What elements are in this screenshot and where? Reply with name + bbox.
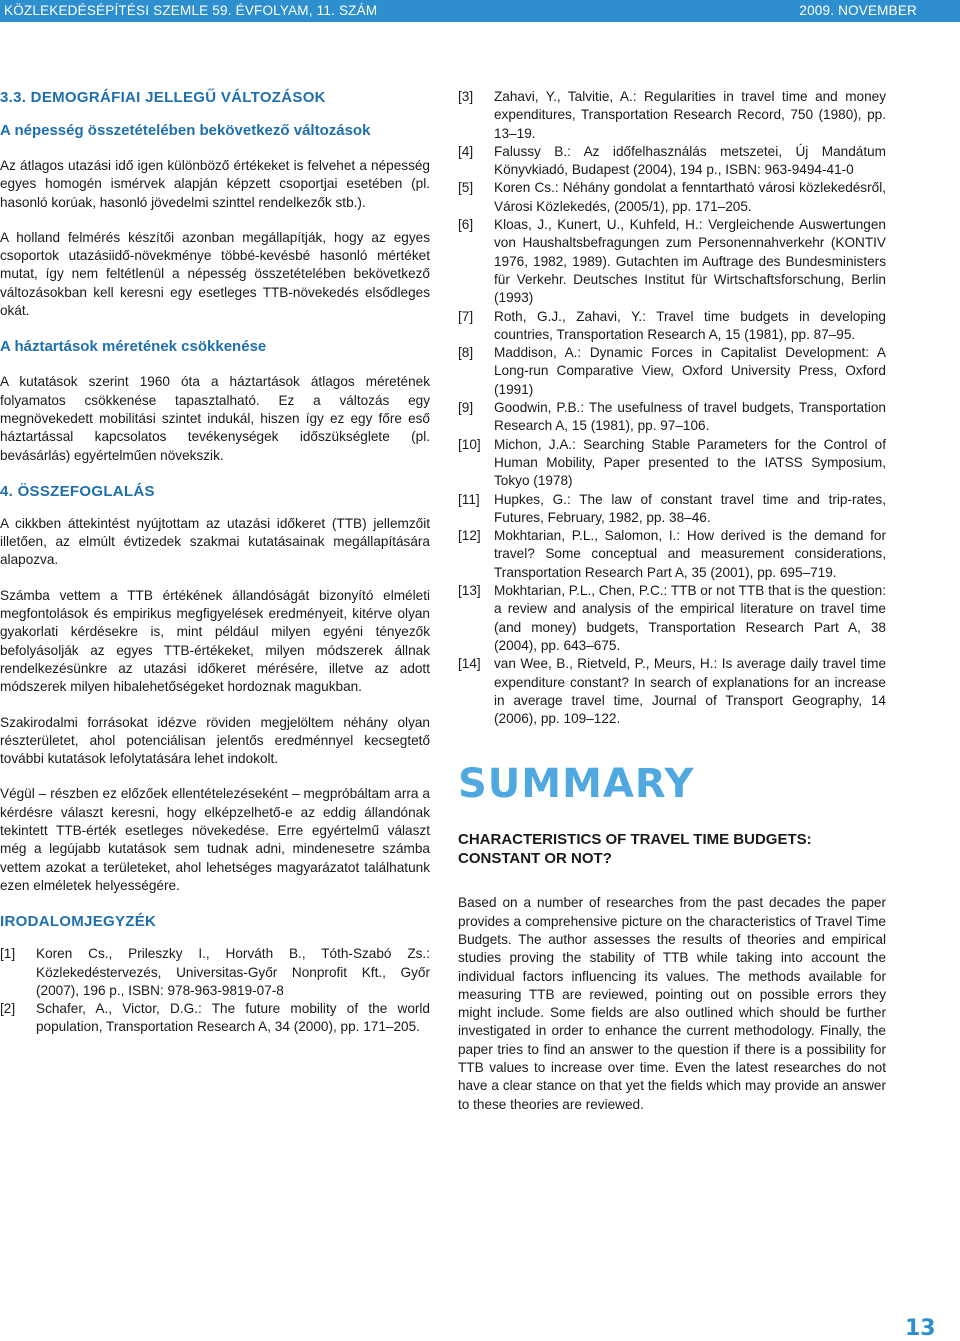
reference-item bbox=[458, 436, 886, 491]
reference-text: Goodwin, P.B.: The usefulness of travel budgets, Transportation Research A, 15 (1981), pp. 97–106. bbox=[494, 400, 886, 434]
reference-item bbox=[458, 143, 886, 180]
reference-item bbox=[458, 216, 886, 307]
paragraph-1: Az átlagos utazási idő igen különböző értékeket is felvehet a népesség egyes homogén ismérvek alapján képzett csoportjai esetében (pl. hasonló korúak, hasonló jövedelmi szinttel rendelkezők stb.). bbox=[0, 158, 430, 210]
reference-text: Mokhtarian, P.L., Chen, P.C.: TTB or not TTB that is the question: a review and analysis of the empirical literature on travel time (and money) budgets, Transportation Research Part A, 38 (2004), pp. 643–675. bbox=[494, 583, 886, 653]
paragraph-6: Szakirodalmi forrásokat idézve röviden megjelöltem néhány olyan részterületet, ahol potenciálisan jelentős eredménnyel kecsegtető további kutatások lefolytatására lehet indokolt. bbox=[0, 714, 430, 767]
paragraph-5: Számba vettem a TTB értékének állandóságát bizonyító elméleti megfontolások és empirikus megfigyelések eredményeit, kitérve olyan gyakorlati kérdésekre is, mint például milyen egyéni tényezők befolyásolják az egyes TTB-értékeket, milyen módszerek állnak rendelkezésünkre az utazási időkeret mérésére, illetve az adott módszerek milyen hibalehetőségeket hordoznak magukban. bbox=[0, 587, 430, 695]
reference-number: [1] bbox=[0, 946, 16, 962]
reference-text: Koren Cs., Prileszky I., Horváth B., Tóth-Szabó Zs.: Közlekedéstervezés, Universitas-Győr Nonprofit Kft., Győr (2007), 196 p., ISBN: 978-963-9819-07-8 bbox=[36, 946, 430, 998]
journal-header-bar bbox=[0, 0, 960, 22]
section-4-title: 4. ÖSSZEFOGLALÁS bbox=[0, 482, 155, 500]
reference-text: van Wee, B., Rietveld, P., Meurs, H.: Is average daily travel time expenditure constant? In search of explanations for an increase in average travel time, Journal of Transport Geography, 14 (2006), pp. 109–122. bbox=[494, 656, 886, 727]
summary-subtitle: CHARACTERISTICS OF TRAVEL TIME BUDGETS: CONSTANT OR NOT? bbox=[458, 831, 812, 868]
reference-item bbox=[458, 308, 886, 345]
reference-text: Roth, G.J., Zahavi, Y.: Travel time budgets in developing countries, Transportation Research A, 15 (1981), pp. 87–95. bbox=[494, 308, 886, 342]
paragraph-3: A kutatások szerint 1960 óta a háztartások átlagos méretének folyamatos csökkenése tapasztalható. Ez a változás egy megnövekedett mobilitási szintet indukál, hiszen így ez egy főre eső háztartással kapcsolatos tevékenységek időszükséglete (pl. bevásárlás) egyértelműen növekszik. bbox=[0, 374, 430, 463]
reference-item bbox=[458, 399, 886, 436]
right-column bbox=[458, 88, 886, 1131]
reference-item bbox=[458, 655, 886, 728]
reference-number: [11] bbox=[458, 491, 480, 507]
reference-item bbox=[0, 945, 430, 1000]
page-number: 13 bbox=[905, 1316, 936, 1341]
reference-number: [14] bbox=[458, 656, 481, 672]
subsection-population-title: A népesség összetételében bekövetkező változások bbox=[0, 122, 371, 139]
summary-paragraph: Based on a number of researches from the past decades the paper provides a comprehensive picture on the characteristics of Travel Time Budgets. The author assesses the results of theories and empirical studies proving the stability of TTB while taking into account the individual factors influencing its values. The methods available for measuring TTB are reviewed, pointing out on possible errors they might include. Some fields are also outlined which should be further investigated in order to enhance the current methodology. Finally, the paper tries to find an answer to the question if there is a possibility for TTB values to increase over time. Even the latest researches do not have a clear stance on that yet the fields which may provide an answer to these theories are reviewed. bbox=[458, 895, 886, 1112]
section-3-3-title: 3.3. DEMOGRÁFIAI JELLEGŰ VÁLTOZÁSOK bbox=[0, 89, 326, 106]
reference-text: Michon, J.A.: Searching Stable Parameters for the Control of Human Mobility, Paper presented to the IATSS Symposium, Tokyo (1978) bbox=[494, 436, 886, 489]
reference-item bbox=[458, 344, 886, 399]
left-column bbox=[0, 88, 430, 1037]
subsection-households-title: A háztartások méretének csökkenése bbox=[0, 338, 267, 356]
reference-number: [5] bbox=[458, 180, 474, 196]
reference-item bbox=[0, 1000, 430, 1037]
reference-text: Kloas, J., Kunert, U., Kuhfeld, H.: Vergleichende Auswertungen von Haushaltsbefragungen zum Personennahverkehr (KONTIV 1976, 1982, 1989). Gutachten im Auftrage des Bundesministers für Verkehr. Deutsches Institut für Wirtschaftsforschung, Berlin (1993) bbox=[494, 217, 886, 306]
reference-number: [4] bbox=[458, 143, 474, 159]
reference-text: Falussy B.: Az időfelhasználás metszetei, Új Mandátum Könyvkiadó, Budapest (2004), 194 p., ISBN: 963-9494-41-0 bbox=[494, 143, 886, 178]
reference-number: [10] bbox=[458, 436, 481, 452]
journal-title: KÖZLEKEDÉSÉPÍTÉSI SZEMLE 59. ÉVFOLYAM, 11. SZÁM bbox=[4, 3, 378, 18]
references-title: IRODALOMJEGYZÉK bbox=[0, 913, 157, 931]
issue-date: 2009. NOVEMBER bbox=[799, 3, 917, 18]
reference-number: [2] bbox=[0, 1001, 16, 1017]
reference-item bbox=[458, 179, 886, 216]
reference-item bbox=[458, 88, 886, 143]
reference-text: Maddison, A.: Dynamic Forces in Capitalist Development: A Long-run Comparative View, Oxford University Press, Oxford (1991) bbox=[494, 345, 886, 397]
paragraph-4: A cikkben áttekintést nyújtottam az utazási időkeret (TTB) jellemzőit illetően, az elmúlt évtizedek szakmai kutatásainak megállapítására alapozva. bbox=[0, 515, 430, 568]
reference-text: Zahavi, Y., Talvitie, A.: Regularities in travel time and money expenditures, Transportation Research Record, 750 (1980), pp. 13–19. bbox=[494, 89, 886, 141]
paragraph-7: Végül – részben ez előzőek ellentételezéseként – megpróbáltam arra a kérdésre választ keresni, hogy elképzelhető-e az eddig állandónak tekintett TTB-érték esetleges növekedése. Erre egyértelmű választ még a legújabb kutatások sem tudnak adni, mindenesetre számba vettem azokat a területeket, ahol lehetséges magyarázatot találhatunk ezen elméletek helyességére. bbox=[0, 786, 430, 893]
reference-text: Schafer, A., Victor, D.G.: The future mobility of the world population, Transportation Research A, 34 (2000), pp. 171–205. bbox=[36, 1001, 430, 1035]
reference-text: Mokhtarian, P.L., Salomon, I.: How derived is the demand for travel? Some conceptual and measurement considerations, Transportation Research Part A, 35 (2001), pp. 695–719. bbox=[494, 528, 886, 580]
reference-number: [13] bbox=[458, 583, 481, 599]
reference-item bbox=[458, 582, 886, 655]
reference-number: [8] bbox=[458, 345, 474, 361]
reference-text: Hupkes, G.: The law of constant travel time and trip-rates, Futures, February, 1982, pp. 38–46. bbox=[494, 491, 886, 525]
reference-text: Koren Cs.: Néhány gondolat a fenntartható városi közlekedésről, Városi Közlekedés, (2005/1), pp. 171–205. bbox=[494, 180, 886, 214]
reference-number: [6] bbox=[458, 217, 474, 233]
summary-heading: SUMMARY bbox=[458, 761, 695, 808]
reference-number: [9] bbox=[458, 400, 474, 416]
reference-item bbox=[458, 527, 886, 582]
reference-item bbox=[458, 491, 886, 528]
paragraph-2: A holland felmérés készítői azonban megállapítják, hogy az egyes csoportok utazásiidő-növekménye többé-kevésbé hasonló mértéket mutat, így nem feltétlenül a népesség összetételében bekövetkező változásokban kell keresni egy esetleges TTB-növekedés elsődleges okát. bbox=[0, 229, 430, 319]
reference-number: [12] bbox=[458, 528, 481, 544]
reference-number: [7] bbox=[458, 308, 474, 324]
reference-number: [3] bbox=[458, 89, 474, 104]
